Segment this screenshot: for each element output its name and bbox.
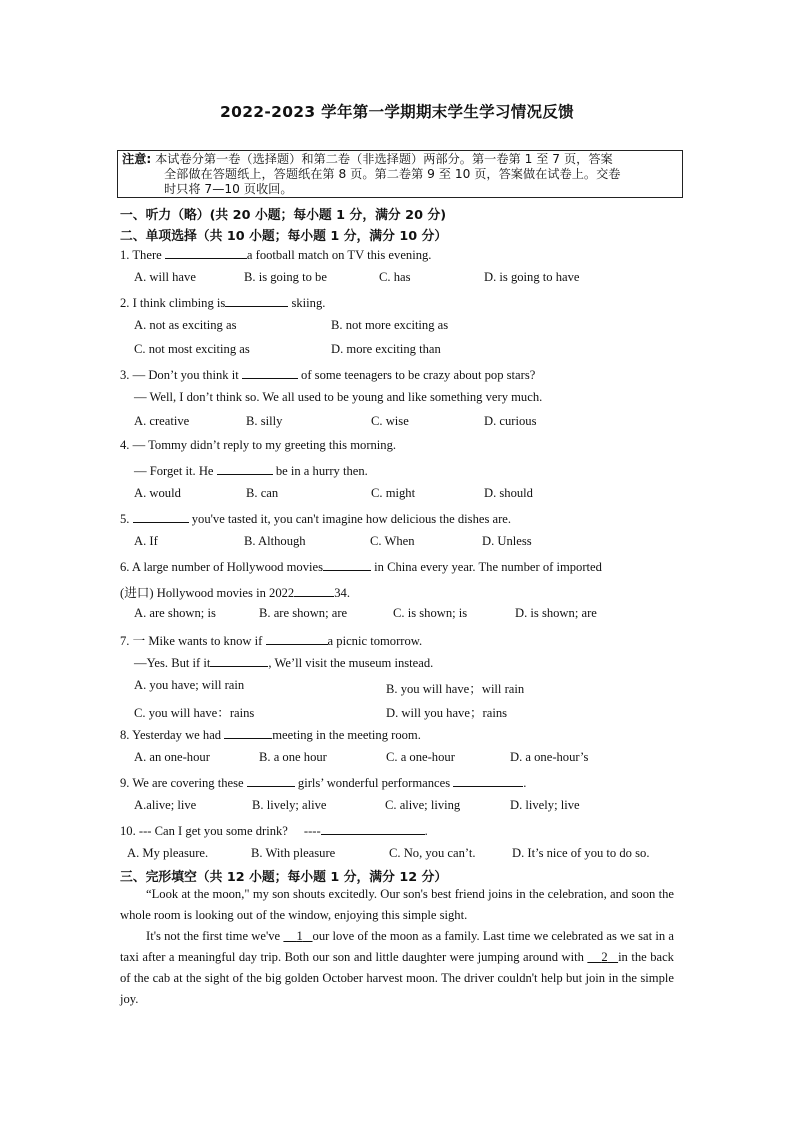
answer-blank — [242, 366, 298, 379]
question-8-text-a: 8. Yesterday we had — [120, 728, 225, 742]
q7-option-b: B. you will have；will rain — [386, 682, 525, 696]
q2-option-b: B. not more exciting as — [331, 318, 449, 332]
cloze-text-a: It's not the first time we've — [146, 929, 284, 943]
question-4: 4. — Tommy didn’t reply to my greeting this morning. — [120, 438, 397, 452]
cloze-blank-2 — [587, 950, 618, 964]
question-6-text-b: in China every year. The number of imported — [371, 560, 602, 574]
notice-line-3: 时只将 7—10 页收回。 — [164, 182, 293, 196]
q10-option-a: A. My pleasure. — [127, 846, 209, 860]
question-3-reply: — Well, I don’t think so. We all used to be young and like something very much. — [134, 390, 543, 404]
notice-line-1: 本试卷分第一卷（选择题）和第二卷（非选择题）两部分。第一卷第 1 至 7 页，答案 — [151, 152, 613, 166]
question-3-text-a: 3. — Don’t you think it — [120, 368, 242, 382]
q8-option-c: C. a one-hour — [386, 750, 455, 764]
q6-option-c: C. is shown; is — [393, 606, 468, 620]
cloze-text-b: our love of the moon as a family. Last time we celebrated as we sat in a taxi after a meaningful day trip. Both our son and little daughter were jumping around with — [120, 929, 674, 964]
question-10-text-a: 10. --- Can I get you some drink? — [120, 824, 288, 838]
cloze-blank-2-number: 2 — [601, 950, 608, 964]
q5-option-a: A. If — [134, 534, 158, 548]
question-9-text-b: girls’ wonderful performances — [294, 776, 454, 790]
question-8-text-b: meeting in the meeting room. — [272, 728, 421, 742]
question-1 — [120, 246, 431, 263]
notice-line-2: 全部做在答题纸上，答题纸在第 8 页。第二卷第 9 至 10 页，答案做在试卷上。交卷 — [164, 167, 621, 181]
question-5-text-b: you've tasted it, you can't imagine how delicious the dishes are. — [188, 512, 512, 526]
q1-option-c: C. has — [379, 270, 411, 284]
question-7-reply — [134, 654, 433, 671]
q8-option-b: B. a one hour — [259, 750, 327, 764]
q3-option-a: A. creative — [134, 414, 190, 428]
question-9-text-c: . — [523, 776, 527, 790]
question-4-reply — [134, 462, 368, 479]
question-6-text-c: (进口) Hollywood movies in 2022 — [120, 586, 295, 600]
question-5 — [120, 510, 511, 527]
answer-blank — [225, 294, 288, 307]
q4-option-c: C. might — [371, 486, 416, 500]
answer-blank — [321, 822, 425, 835]
q2-option-a: A. not as exciting as — [134, 318, 237, 332]
question-3-text-b: of some teenagers to be crazy about pop stars? — [297, 368, 536, 382]
q2-option-c: C. not most exciting as — [134, 342, 250, 356]
cloze-paragraph-1-text: “Look at the moon," my son shouts excitedly. Our son's best friend joins in the celebration, and soon the whole room is looking out of the window, enjoying this simple sight. — [120, 887, 674, 922]
section-listening-heading: 一、听力（略）(共 20 小题；每小题 1 分，满分 20 分) — [120, 208, 447, 223]
answer-blank — [453, 774, 523, 787]
q6-option-b: B. are shown; are — [259, 606, 348, 620]
q9-option-b: B. lively; alive — [252, 798, 327, 812]
question-6-line-2 — [120, 582, 350, 601]
q4-option-a: A. would — [134, 486, 181, 500]
q10-option-d: D. It’s nice of you to do so. — [512, 846, 650, 860]
q3-option-d: D. curious — [484, 414, 537, 428]
q3-option-c: C. wise — [371, 414, 409, 428]
question-8 — [120, 726, 421, 743]
cloze-text-c: in the back of the cab at the sight of the big golden October harvest moon. The driver couldn't help but join in the simple joy. — [120, 950, 674, 1006]
question-6 — [120, 558, 602, 575]
question-6-text-d: 34. — [334, 586, 350, 600]
question-9-text-a: 9. We are covering these — [120, 776, 247, 790]
answer-blank — [266, 632, 328, 645]
question-2-text-a: 2. I think climbing is — [120, 296, 226, 310]
question-7-text-b: a picnic tomorrow. — [327, 634, 423, 648]
q1-option-d: D. is going to have — [484, 270, 580, 284]
q2-option-d: D. more exciting than — [331, 342, 441, 356]
q10-option-c: C. No, you can’t. — [389, 846, 476, 860]
cloze-blank-1 — [283, 929, 312, 943]
q9-option-d: D. lively; live — [510, 798, 580, 812]
q7-option-c: C. you will have：rains — [134, 706, 255, 720]
q6-option-a: A. are shown; is — [134, 606, 216, 620]
question-4-text-a: — Forget it. He — [134, 464, 217, 478]
question-7 — [120, 630, 422, 649]
question-10 — [120, 822, 428, 839]
q8-option-d: D. a one-hour’s — [510, 750, 589, 764]
q10-option-b: B. With pleasure — [251, 846, 336, 860]
question-1-text-b: a football match on TV this evening. — [246, 248, 432, 262]
q1-option-b: B. is going to be — [244, 270, 327, 284]
answer-blank — [247, 774, 295, 787]
answer-blank — [133, 510, 189, 523]
question-10-text-b: ---- — [303, 824, 321, 838]
q5-option-b: B. Although — [244, 534, 306, 548]
answer-blank — [165, 246, 247, 259]
cloze-blank-1-number: 1 — [296, 929, 303, 943]
answer-blank — [294, 584, 334, 597]
question-4-text-b: be in a hurry then. — [272, 464, 368, 478]
notice-label: 注意: — [122, 152, 152, 166]
q1-option-a: A. will have — [134, 270, 196, 284]
page-title: 2022-2023 学年第一学期期末学生学习情况反馈 — [220, 103, 574, 121]
question-1-text-a: 1. There — [120, 248, 165, 262]
q9-option-a: A.alive; live — [134, 798, 197, 812]
q4-option-d: D. should — [484, 486, 533, 500]
q5-option-c: C. When — [370, 534, 415, 548]
question-2-text-b: skiing. — [288, 296, 326, 310]
notice-box — [117, 150, 683, 198]
q7-option-a: A. you have; will rain — [134, 678, 245, 692]
cloze-paragraph-2 — [120, 926, 674, 1010]
answer-blank — [217, 462, 273, 475]
question-5-text-a: 5. — [120, 512, 133, 526]
question-7-text-d: , We’ll visit the museum instead. — [268, 656, 434, 670]
question-9 — [120, 774, 526, 791]
section-cloze-heading: 三、完形填空（共 12 小题；每小题 1 分，满分 12 分） — [120, 870, 448, 885]
question-10-text-c: . — [424, 824, 428, 838]
question-3 — [120, 366, 535, 383]
question-6-text-a: 6. A large number of Hollywood movies — [120, 560, 323, 574]
q6-option-d: D. is shown; are — [515, 606, 597, 620]
answer-blank — [323, 558, 371, 571]
question-7-text-a: 7. 一 Mike wants to know if — [120, 634, 266, 648]
question-2 — [120, 294, 325, 311]
q3-option-b: B. silly — [246, 414, 283, 428]
section-choice-heading: 二、单项选择（共 10 小题；每小题 1 分，满分 10 分） — [120, 229, 448, 244]
cloze-paragraph-1 — [120, 884, 674, 926]
answer-blank — [224, 726, 272, 739]
question-7-text-c: —Yes. But if it — [134, 656, 211, 670]
q8-option-a: A. an one-hour — [134, 750, 210, 764]
q7-option-d: D. will you have；rains — [386, 706, 508, 720]
answer-blank — [210, 654, 268, 667]
q9-option-c: C. alive; living — [385, 798, 461, 812]
q5-option-d: D. Unless — [482, 534, 532, 548]
q4-option-b: B. can — [246, 486, 279, 500]
